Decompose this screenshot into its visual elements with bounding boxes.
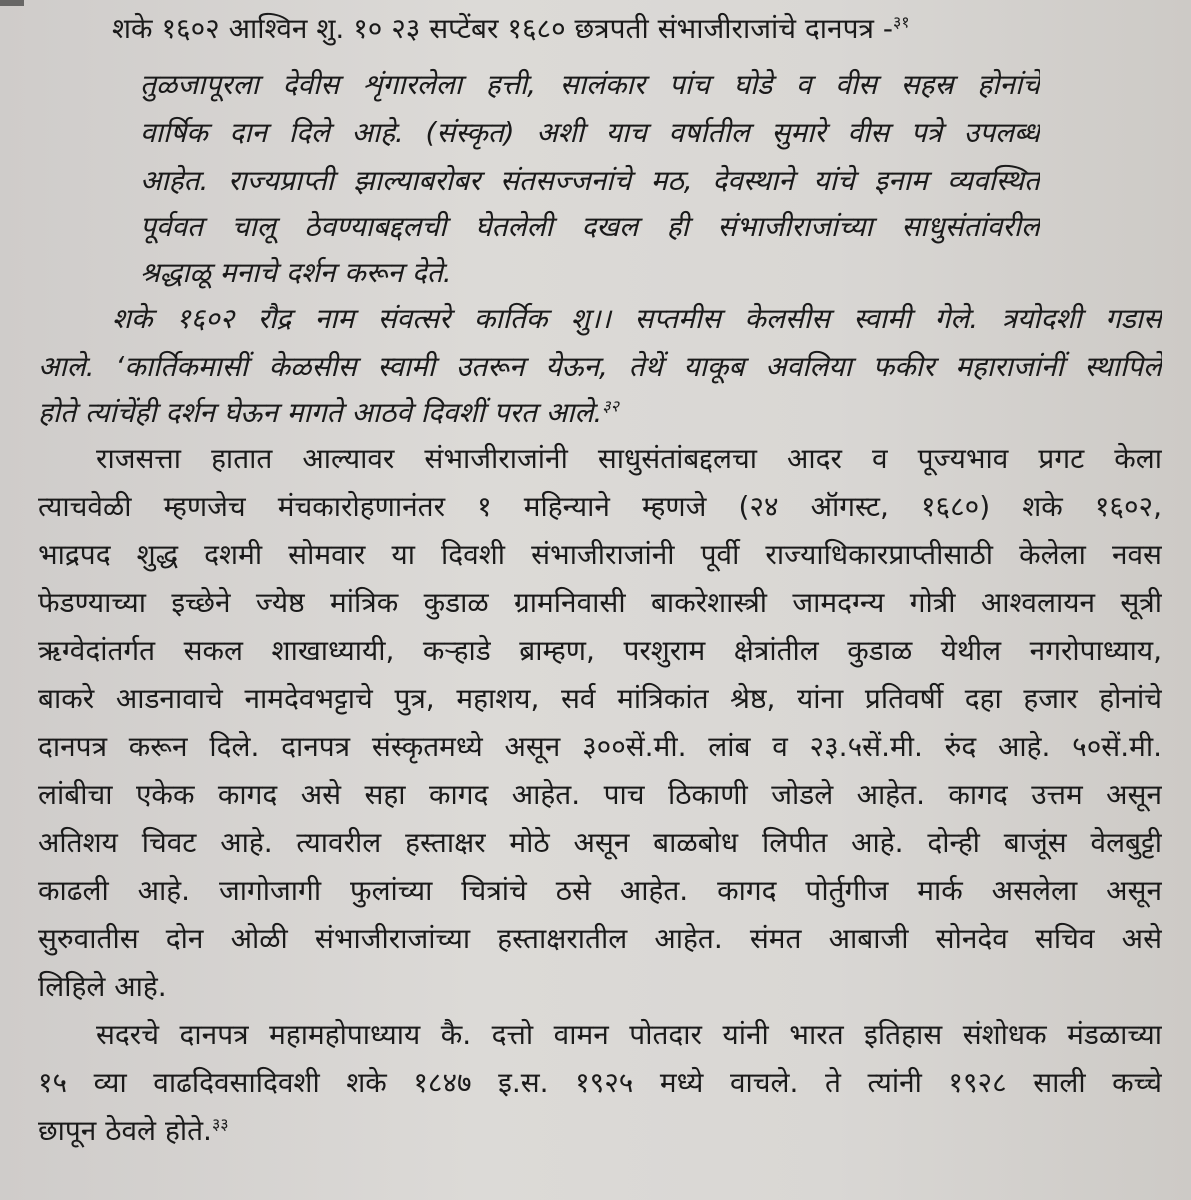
p2-line-2: आले. ‘कार्तिकमासीं केळसीस स्वामी उतरून येऊन, तेथें याकूब अवलिया फकीर महाराजांनीं स्थापिले (38, 350, 1162, 383)
p3-line-10: काढली आहे. जागोजागी फुलांच्या चित्रांचे ठसे आहेत. कागद पोर्तुगीज मार्क असलेला असून (38, 874, 1162, 907)
p4-line-3 (38, 1114, 638, 1148)
p2-line-3-text: होते त्यांचेंही दर्शन घेऊन मागते आठवे दिवशीं परत आले. (38, 396, 603, 429)
p2-line-3 (38, 396, 938, 430)
footnote-ref-33: ३३ (211, 1114, 229, 1134)
p1-line-4: पूर्ववत चालू ठेवण्याबद्दलची घेतलेली दखल ही संभाजीराजांच्या साधुसंतांवरील (140, 210, 1040, 243)
p1-line-5: श्रद्धाळू मनाचे दर्शन करून देते. (140, 256, 452, 289)
p4-line-2: १५ व्या वाढदिवसादिवशी शके १८४७ इ.स. १९२५ मध्ये वाचले. ते त्यांनी १९२८ साली कच्चे (38, 1066, 1162, 1099)
p3-line-7: दानपत्र करून दिले. दानपत्र संस्कृतमध्ये असून ३००सें.मी. लांब व २३.५सें.मी. रुंद आहे. ५०सें.मी. (38, 730, 1162, 763)
p3-line-8: लांबीचा एकेक कागद असे सहा कागद आहेत. पाच ठिकाणी जोडले आहेत. कागद उत्तम असून (38, 778, 1162, 811)
page-edge-mark (0, 0, 24, 6)
p3-line-6: बाकरे आडनावाचे नामदेवभट्टाचे पुत्र, महाशय, सर्व मांत्रिकांत श्रेष्ठ, यांना प्रतिवर्षी दहा हजार होनांचे (38, 682, 1162, 715)
p1-line-1: तुळजापूरला देवीस शृंगारलेला हत्ती, सालंकार पांच घोडे व वीस सहस्र होनांचे (140, 68, 1040, 101)
p2-line-1: शके १६०२ रौद्र नाम संवत्सरे कार्तिक शु।। सप्तमीस केलसीस स्वामी गेले. त्रयोदशी गडास (112, 302, 1162, 335)
p3-line-3: भाद्रपद शुद्ध दशमी सोमवार या दिवशी संभाजीराजांनी पूर्वी राज्याधिकारप्राप्तीसाठी केलेला नवस (38, 538, 1162, 571)
p3-line-11: सुरुवातीस दोन ओळी संभाजीराजांच्या हस्ताक्षरातील आहेत. संमत आबाजी सोनदेव सचिव असे (38, 922, 1162, 955)
footnote-ref-32: ३२ (602, 396, 619, 416)
p3-line-5: ऋग्वेदांतर्गत सकल शाखाध्यायी, कऱ्हाडे ब्राम्हण, परशुराम क्षेत्रांतील कुडाळ येथील नगरोपाध्याय, (38, 634, 1162, 667)
p3-line-4: फेडण्याच्या इच्छेने ज्येष्ठ मांत्रिक कुडाळ ग्रामनिवासी बाकरेशास्त्री जामदग्न्य गोत्री आश्वलायन सूत्री (38, 586, 1162, 619)
footnote-ref-31: ३१ (892, 12, 910, 32)
p3-line-12: लिहिले आहे. (38, 970, 167, 1003)
p3-line-9: अतिशय चिवट आहे. त्यावरील हस्ताक्षर मोठे असून बाळबोध लिपीत आहे. दोन्ही बाजूंस वेलबुट्टी (38, 826, 1162, 859)
p3-line-2: त्याचवेळी म्हणजेच मंचकारोहणानंतर १ महिन्याने म्हणजे (२४ ऑगस्ट, १६८०) शके १६०२, (38, 490, 1162, 523)
p4-line-3-text: छापून ठेवले होते. (38, 1114, 212, 1147)
p4-line-1: सदरचे दानपत्र महामहोपाध्याय कै. दत्तो वामन पोतदार यांनी भारत इतिहास संशोधक मंडळाच्या (96, 1018, 1162, 1051)
p3-line-1: राजसत्ता हातात आल्यावर संभाजीराजांनी साधुसंतांबद्दलचा आदर व पूज्यभाव प्रगट केला (96, 442, 1162, 475)
p1-line-3: आहेत. राज्यप्राप्ती झाल्याबरोबर संतसज्जनांचे मठ, देवस्थाने यांचे इनाम व्यवस्थित (140, 164, 1040, 197)
p1-line-2: वार्षिक दान दिले आहे. (संस्कृत) अशी याच वर्षातील सुमारे वीस पत्रे उपलब्ध (140, 116, 1040, 149)
p1-heading (112, 12, 1072, 46)
p1-heading-text: शके १६०२ आश्विन शु. १० २३ सप्टेंबर १६८० छत्रपती संभाजीराजांचे दानपत्र - (112, 12, 893, 45)
